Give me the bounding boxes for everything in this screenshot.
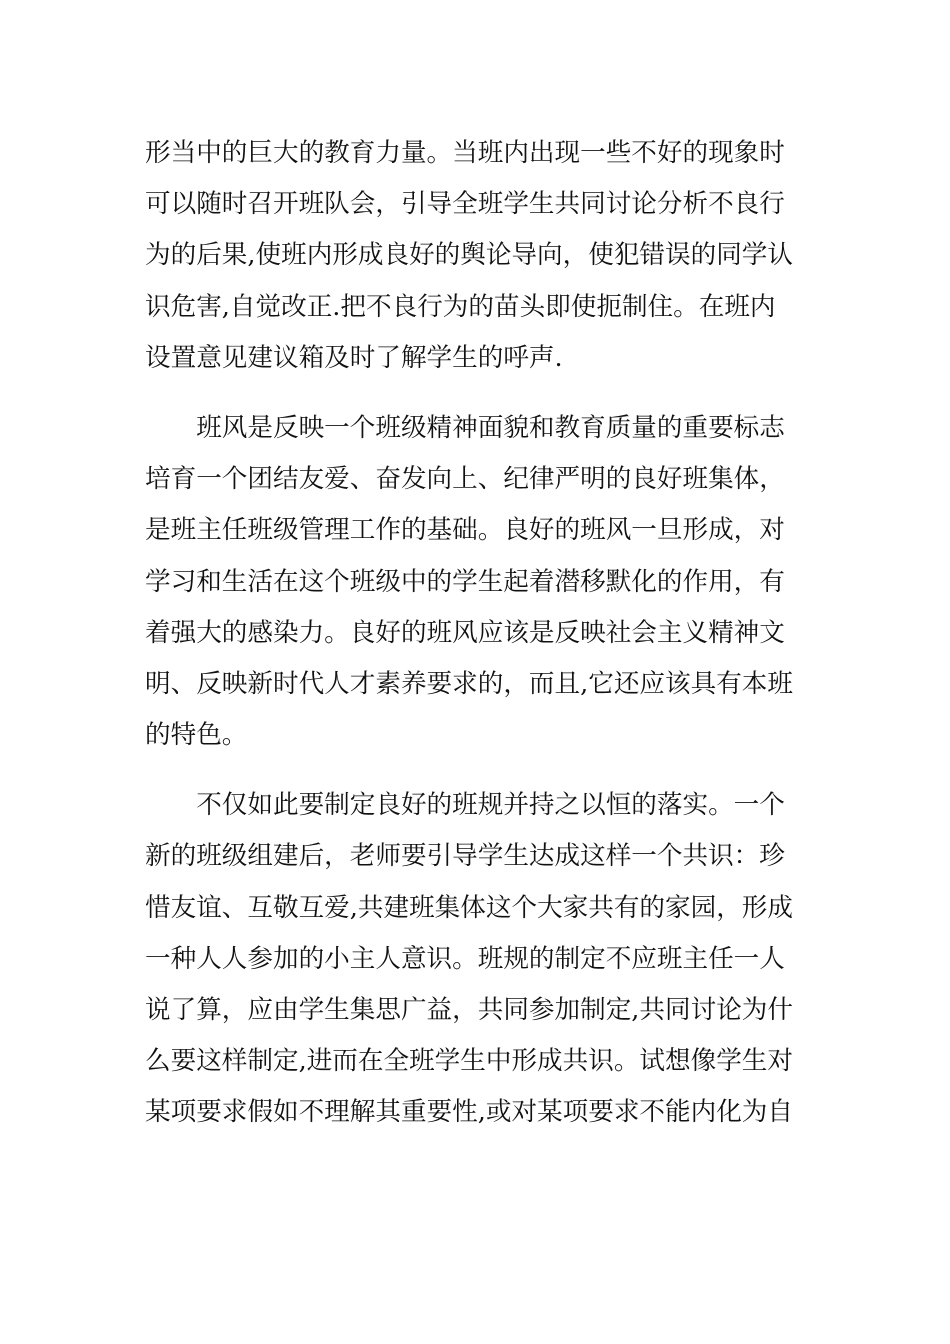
paragraph-line: 新的班级组建后，老师要引导学生达成这样一个共识：珍 bbox=[145, 841, 785, 872]
paragraph-line: 设置意见建议箱及时了解学生的呼声. bbox=[145, 342, 563, 373]
paragraph-line: 不仅如此要制定良好的班规并持之以恒的落实。一个 bbox=[145, 790, 785, 821]
paragraph-line: 么要这样制定,进而在全班学生中形成共识。试想像学生对 bbox=[145, 1046, 793, 1077]
paragraph-line: 为的后果,使班内形成良好的舆论导向，使犯错误的同学认 bbox=[145, 240, 793, 271]
paragraph-line: 学习和生活在这个班级中的学生起着潜移默化的作用，有 bbox=[145, 566, 785, 597]
paragraph-line: 说了算，应由学生集思广益，共同参加制定,共同讨论为什 bbox=[145, 995, 793, 1025]
paragraph-gap bbox=[145, 761, 807, 780]
paragraph-line: 班风是反映一个班级精神面貌和教育质量的重要标志 bbox=[145, 412, 785, 443]
paragraph-line: 惜友谊、互敬互爱,共建班集体这个大家共有的家园，形成 bbox=[145, 892, 793, 923]
paragraph-line: 一种人人参加的小主人意识。班规的制定不应班主任一人 bbox=[145, 943, 785, 974]
paragraph-2 bbox=[145, 403, 807, 761]
paragraph-line: 培育一个团结友爱、奋发向上、纪律严明的良好班集体， bbox=[145, 464, 785, 495]
paragraph-gap bbox=[145, 384, 807, 403]
paragraph-3 bbox=[145, 780, 807, 1138]
paragraph-line: 形当中的巨大的教育力量。当班内出现一些不好的现象时 bbox=[145, 138, 785, 168]
paragraph-1 bbox=[145, 128, 807, 384]
paragraph-line: 可以随时召开班队会，引导全班学生共同讨论分析不良行 bbox=[145, 189, 785, 220]
paragraph-line: 是班主任班级管理工作的基础。良好的班风一旦形成，对 bbox=[145, 515, 785, 546]
paragraph-line: 着强大的感染力。良好的班风应该是反映社会主义精神文 bbox=[145, 617, 785, 648]
paragraph-line: 明、反映新时代人才素养要求的，而且,它还应该具有本班 bbox=[145, 668, 793, 699]
paragraph-line: 的特色。 bbox=[145, 720, 248, 751]
paragraph-line: 识危害,自觉改正.把不良行为的苗头即使扼制住。在班内 bbox=[145, 291, 776, 322]
document-body bbox=[145, 128, 807, 1139]
paragraph-line: 某项要求假如不理解其重要性,或对某项要求不能内化为自 bbox=[145, 1097, 793, 1128]
